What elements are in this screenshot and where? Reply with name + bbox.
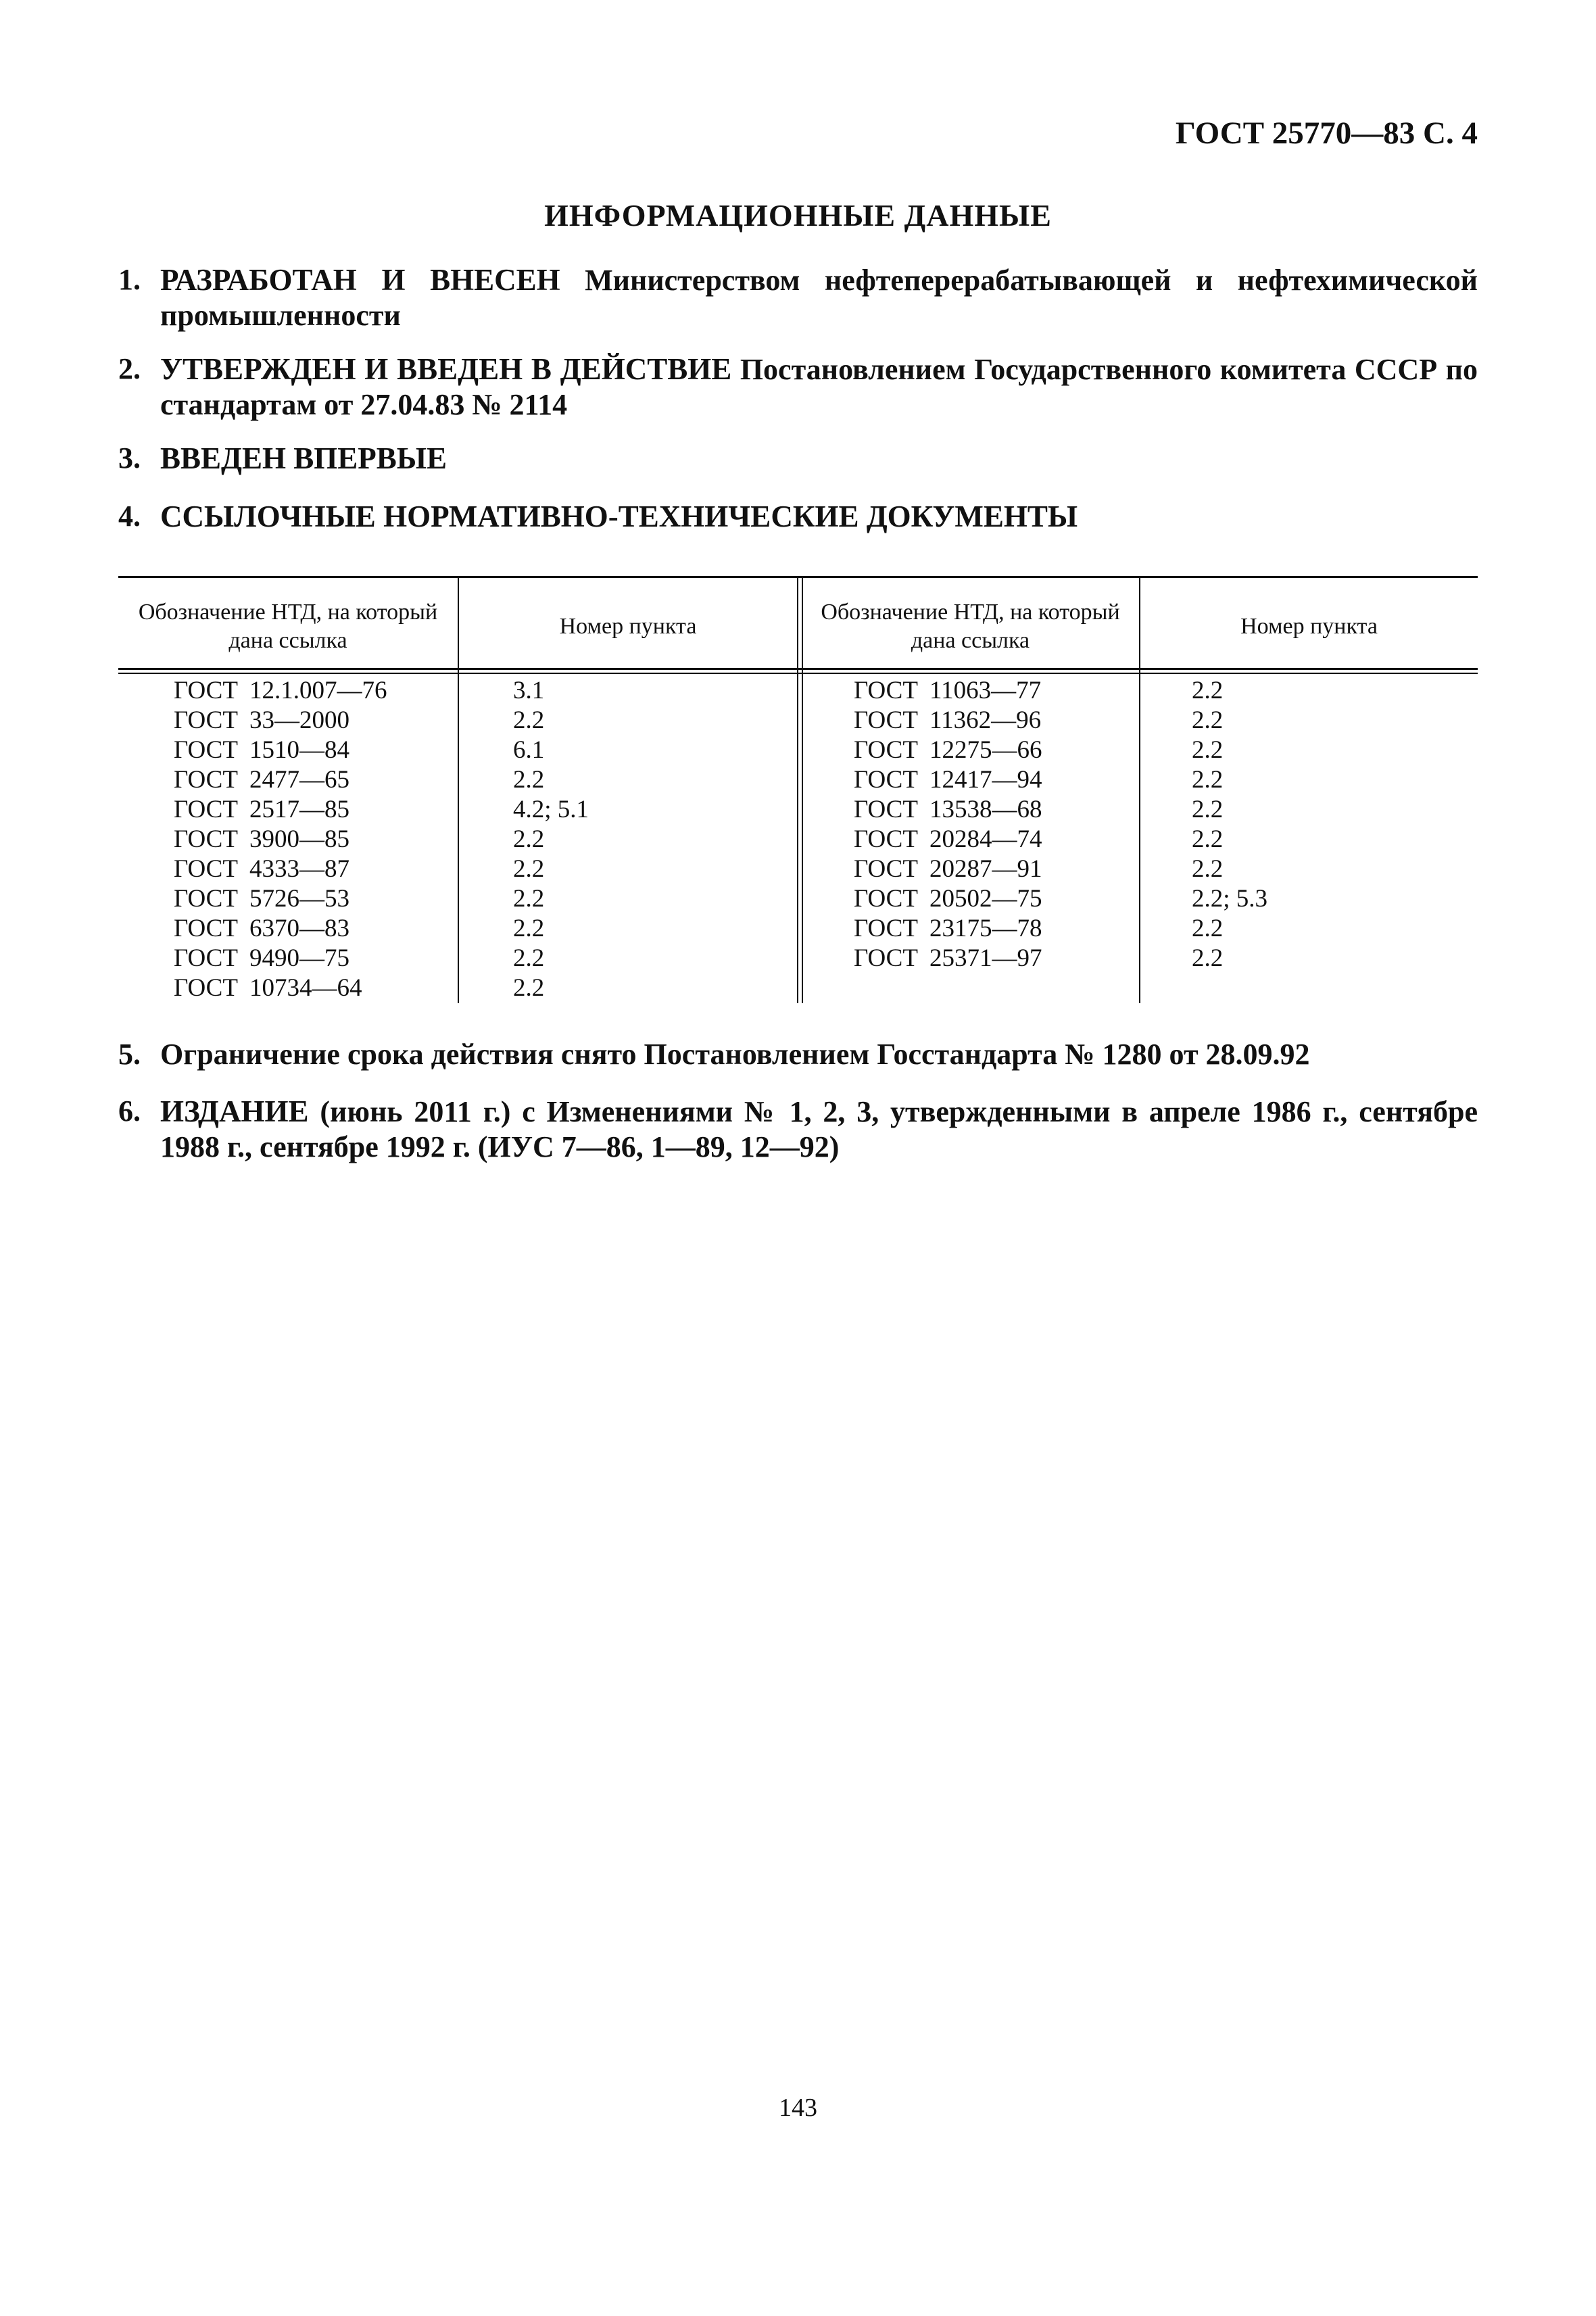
table-row-point: 2.2 [1192, 825, 1224, 853]
table-row-point: 4.2; 5.1 [513, 796, 589, 823]
table-row-point: 2.2 [1192, 766, 1224, 794]
item-number: 1. [118, 263, 141, 296]
designation-prefix: ГОСТ [174, 974, 238, 1002]
references-table [118, 576, 1478, 1003]
designation-prefix: ГОСТ [854, 855, 918, 883]
designation-prefix: ГОСТ [854, 766, 918, 794]
table-row-point: 2.2 [1192, 677, 1224, 704]
table-row-designation [174, 854, 387, 884]
table-row-point: 2.2 [513, 706, 545, 734]
item-lead: ИЗДАНИЕ [160, 1094, 309, 1128]
table-row-designation [854, 944, 1042, 973]
table-row-point: 2.2 [1192, 855, 1224, 883]
page-number: 143 [779, 2094, 817, 2122]
designation-code: 3900—85 [249, 825, 349, 853]
designation-code: 11063—77 [929, 677, 1042, 704]
designation-prefix: ГОСТ [174, 825, 238, 853]
designation-code: 11362—96 [929, 706, 1042, 734]
table-header-designation: Обозначение НТД, на который дана ссылка [138, 600, 438, 653]
item-number: 2. [118, 352, 141, 385]
designation-code: 9490—75 [249, 944, 349, 972]
designation-code: 1510—84 [249, 736, 349, 764]
table-row-point: 6.1 [513, 736, 545, 764]
table-row-point: 2.2 [1192, 736, 1224, 764]
info-item-1 [118, 262, 1478, 333]
designation-prefix: ГОСТ [174, 736, 238, 764]
table-column-right-points [1192, 676, 1267, 973]
designation-code: 20502—75 [929, 885, 1042, 913]
designation-code: 25371—97 [929, 944, 1042, 972]
designation-prefix: ГОСТ [174, 677, 238, 704]
table-row-designation [854, 884, 1042, 914]
table-row-designation [174, 795, 387, 825]
item-number: 6. [118, 1094, 141, 1128]
designation-prefix: ГОСТ [174, 944, 238, 972]
table-row-designation [174, 676, 387, 706]
table-column-left-designations [174, 676, 387, 1003]
item-text: Постановлением Государственного комитета СССР по стандартам от 27.04.83 № 2114 [160, 353, 1478, 421]
designation-prefix: ГОСТ [854, 736, 918, 764]
designation-code: 12417—94 [929, 766, 1042, 794]
info-item-4 [118, 499, 1478, 535]
table-row-point: 2.2 [1192, 915, 1224, 942]
designation-code: 13538—68 [929, 796, 1042, 823]
designation-code: 10734—64 [249, 974, 362, 1002]
table-column-left-points [513, 676, 589, 1003]
designation-prefix: ГОСТ [174, 885, 238, 913]
table-row-point: 2.2 [513, 944, 545, 972]
table-header-point: Номер пункта [559, 614, 697, 639]
table-row-designation [174, 944, 387, 973]
designation-prefix: ГОСТ [174, 915, 238, 942]
item-lead: РАЗРАБОТАН И ВНЕСЕН [160, 263, 560, 297]
table-row-designation [174, 735, 387, 765]
designation-code: 12.1.007—76 [249, 677, 387, 704]
item-lead: ССЫЛОЧНЫЕ НОРМАТИВНО-ТЕХНИЧЕСКИЕ ДОКУМЕНТЫ [160, 500, 1078, 533]
section-title: ИНФОРМАЦИОННЫЕ ДАННЫЕ [544, 198, 1052, 233]
designation-prefix: ГОСТ [854, 677, 918, 704]
table-row-point: 2.2 [1192, 796, 1224, 823]
table-row-point: 2.2 [513, 885, 545, 913]
table-row-point: 2.2 [513, 766, 545, 794]
designation-prefix: ГОСТ [854, 796, 918, 823]
designation-code: 2517—85 [249, 796, 349, 823]
item-number: 5. [118, 1038, 141, 1071]
designation-prefix: ГОСТ [854, 885, 918, 913]
designation-prefix: ГОСТ [854, 915, 918, 942]
item-text: Ограничение срока действия снято Постановлением Госстандарта № 1280 от 28.09.92 [160, 1038, 1310, 1071]
table-row-designation [174, 825, 387, 854]
designation-prefix: ГОСТ [174, 855, 238, 883]
designation-prefix: ГОСТ [854, 825, 918, 853]
info-item-5 [118, 1037, 1478, 1072]
table-row-designation [854, 914, 1042, 944]
table-row-designation [854, 735, 1042, 765]
table-row-designation [174, 973, 387, 1003]
designation-code: 2477—65 [249, 766, 349, 794]
info-item-2 [118, 352, 1478, 423]
table-row-designation [174, 884, 387, 914]
designation-prefix: ГОСТ [854, 706, 918, 734]
designation-code: 6370—83 [249, 915, 349, 942]
table-row-designation [174, 765, 387, 795]
table-row-point: 2.2; 5.3 [1192, 885, 1268, 913]
designation-prefix: ГОСТ [174, 706, 238, 734]
table-row-designation [854, 676, 1042, 706]
table-row-point: 2.2 [513, 855, 545, 883]
table-row-point: 2.2 [513, 915, 545, 942]
info-item-3 [118, 441, 1478, 477]
table-header-point: Номер пункта [1240, 614, 1378, 639]
designation-code: 12275—66 [929, 736, 1042, 764]
table-row-point: 3.1 [513, 677, 545, 704]
designation-prefix: ГОСТ [174, 796, 238, 823]
table-row-point: 2.2 [513, 825, 545, 853]
item-text: Министерством нефтеперерабатывающей и нефтехимической промышленности [160, 264, 1478, 332]
table-row-designation [854, 854, 1042, 884]
table-row-designation [174, 706, 387, 735]
item-number: 4. [118, 500, 141, 533]
item-lead: УТВЕРЖДЕН И ВВЕДЕН В ДЕЙСТВИЕ [160, 352, 732, 386]
designation-prefix: ГОСТ [854, 944, 918, 972]
table-row-point: 2.2 [1192, 706, 1224, 734]
designation-code: 20287—91 [929, 855, 1042, 883]
item-number: 3. [118, 441, 141, 475]
table-row-designation [174, 914, 387, 944]
info-item-6 [118, 1094, 1478, 1165]
designation-code: 4333—87 [249, 855, 349, 883]
table-row-designation [854, 795, 1042, 825]
designation-code: 5726—53 [249, 885, 349, 913]
document-header: ГОСТ 25770—83 С. 4 [1175, 116, 1478, 151]
table-row-designation [854, 706, 1042, 735]
designation-code: 33—2000 [249, 706, 349, 734]
item-text: (июнь 2011 г.) с Изменениями № 1, 2, 3, утвержденными в апреле 1986 г., сентябре 1988 г., сентябре 1992 г. (ИУС 7—86, 1—89, 12—92) [160, 1095, 1478, 1163]
table-row-designation [854, 825, 1042, 854]
designation-prefix: ГОСТ [174, 766, 238, 794]
designation-code: 20284—74 [929, 825, 1042, 853]
table-row-designation [854, 765, 1042, 795]
table-row-point: 2.2 [513, 974, 545, 1002]
table-row-point: 2.2 [1192, 944, 1224, 972]
designation-code: 23175—78 [929, 915, 1042, 942]
item-lead: ВВЕДЕН ВПЕРВЫЕ [160, 441, 448, 475]
table-header-designation: Обозначение НТД, на который дана ссылка [821, 600, 1120, 653]
table-column-right-designations [854, 676, 1042, 973]
